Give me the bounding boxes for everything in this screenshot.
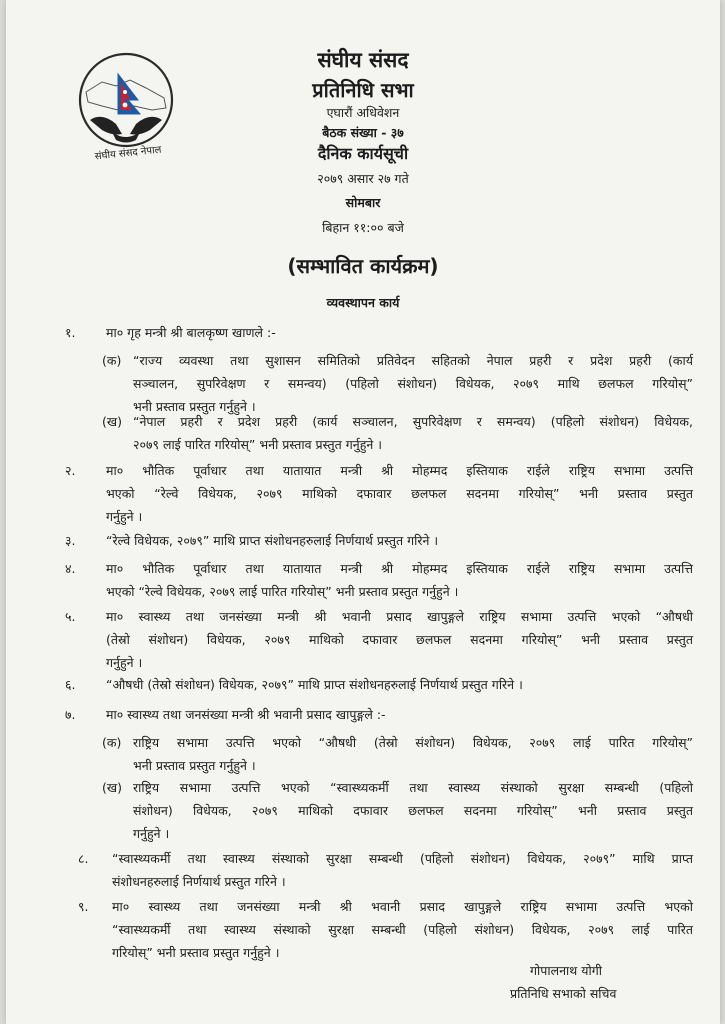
header-session: एघारौं अधिवेशन: [326, 105, 400, 120]
list-item: राष्ट्रिय सभामा उत्पत्ति भएको “औषधी (तेस्रो संशोधन) विधेयक, २०७९ लाई पारित गरियोस्” भनी प्रस्ताव प्रस्तुत गर्नुहुने ।: [133, 735, 693, 773]
item-number: ९.: [78, 899, 89, 914]
header-program: (सम्भावित कार्यक्रम): [287, 254, 439, 278]
list-item: मा० स्वास्थ्य तथा जनसंख्या मन्त्री श्री भवानी प्रसाद खापुङ्गले राष्ट्रिय सभामा उत्पत्ति भएको “स्वास्थ्यकर्मी तथा स्वास्थ्य संस्थाको सुरक्षा सम्बन्धी (पहिलो संशोधन) विधेयक, २०७९ लाई पारित गरियोस्” भनी प्रस्ताव प्रस्तुत गर्नुहुने ।: [112, 899, 693, 960]
item-number: ४.: [65, 561, 76, 576]
item-number: २.: [65, 463, 76, 478]
header-day: सोमबार: [345, 195, 381, 210]
sub-item-number: (ख): [102, 780, 122, 795]
sub-item-number: (क): [102, 735, 122, 750]
list-item: “राज्य व्यवस्था तथा सुशासन समितिको प्रतिवेदन सहितको नेपाल प्रहरी र प्रदेश प्रहरी (कार्य सञ्चालन, सुपरिवेक्षण र समन्वय) (पहिलो संशोधन) विधेयक, २०७९ माथि छलफल गरियोस्” भनी प्रस्ताव प्रस्तुत गर्नुहुने ।: [133, 353, 693, 414]
header-federal-parliament: संघीय संसद: [317, 48, 409, 72]
document-page: [6, 0, 720, 1024]
list-item: राष्ट्रिय सभामा उत्पत्ति भएको “स्वास्थ्यकर्मी तथा स्वास्थ्य संस्थाको सुरक्षा सम्बन्धी (पहिलो संशोधन) विधेयक, २०७९ माथिको दफावार छलफल सदनमा गरियोस्” भनी प्रस्ताव प्रस्तुत गर्नुहुने ।: [133, 780, 693, 841]
item-number: ७.: [65, 707, 76, 722]
header-agenda-title: दैनिक कार्यसूची: [317, 144, 409, 163]
list-item: मा० भौतिक पूर्वाधार तथा यातायात मन्त्री श्री मोहम्मद इस्तियाक राईले राष्ट्रिय सभामा उत्पत्ति भएको “रेल्वे विधेयक, २०७९ माथिको दफावार छलफल सदनमा गरियोस्” भनी प्रस्ताव प्रस्तुत गर्नुहुने ।: [106, 463, 693, 524]
list-item: मा० स्वास्थ्य तथा जनसंख्या मन्त्री श्री भवानी प्रसाद खापुङ्गले :-: [106, 707, 386, 722]
header-meeting-number: बैठक संख्या - ३७: [322, 125, 404, 140]
header-house-of-representatives: प्रतिनिधि सभा: [312, 78, 414, 102]
list-item: “औषधी (तेस्रो संशोधन) विधेयक, २०७९” माथि प्राप्त संशोधनहरुलाई निर्णयार्थ प्रस्तुत गरिने ।: [106, 677, 523, 692]
item-number: ६.: [65, 677, 76, 692]
list-item: मा० स्वास्थ्य तथा जनसंख्या मन्त्री श्री भवानी प्रसाद खापुङ्गले राष्ट्रिय सभामा उत्पत्ति भएको “औषधी (तेस्रो संशोधन) विधेयक, २०७९ माथिको दफावार छलफल सदनमा गरियोस्” भनी प्रस्ताव प्रस्तुत गर्नुहुने ।: [106, 609, 693, 670]
list-item: “नेपाल प्रहरी र प्रदेश प्रहरी (कार्य सञ्चालन, सुपरिवेक्षण र समन्वय) (पहिलो संशोधन) विधेयक, २०७९ लाई पारित गरियोस्” भनी प्रस्ताव प्रस्तुत गर्नुहुने ।: [133, 414, 693, 452]
section-title: व्यवस्थापन कार्य: [326, 295, 400, 310]
header-time: बिहान ११:०० बजे: [322, 220, 404, 235]
item-number: ३.: [65, 533, 76, 548]
signatory-name: गोपालनाथ योगी: [530, 963, 602, 978]
list-item: “रेल्वे विधेयक, २०७९” माथि प्राप्त संशोधनहरुलाई निर्णयार्थ प्रस्तुत गरिने ।: [106, 533, 439, 548]
header-date: २०७९ असार २७ गते: [317, 171, 409, 186]
item-number: ५.: [65, 609, 76, 624]
item-number: १.: [65, 325, 76, 340]
emblem-caption: संघीय संसद नेपाल: [94, 144, 162, 163]
sub-item-number: (ख): [102, 414, 122, 429]
list-item: “स्वास्थ्यकर्मी तथा स्वास्थ्य संस्थाको सुरक्षा सम्बन्धी (पहिलो संशोधन) विधेयक, २०७९” माथि प्राप्त संशोधनहरुलाई निर्णयार्थ प्रस्तुत गरिने ।: [112, 851, 693, 889]
list-item: मा० गृह मन्त्री श्री बालकृष्ण खाणले :-: [106, 325, 276, 340]
list-item: मा० भौतिक पूर्वाधार तथा यातायात मन्त्री श्री मोहम्मद इस्तियाक राईले राष्ट्रिय सभामा उत्पत्ति भएको “रेल्वे विधेयक, २०७९ लाई पारित गरियोस्” भनी प्रस्ताव प्रस्तुत गर्नुहुने ।: [106, 561, 693, 599]
signatory-title: प्रतिनिधि सभाको सचिव: [510, 986, 617, 1001]
sub-item-number: (क): [102, 353, 122, 368]
item-number: ८.: [78, 851, 89, 866]
